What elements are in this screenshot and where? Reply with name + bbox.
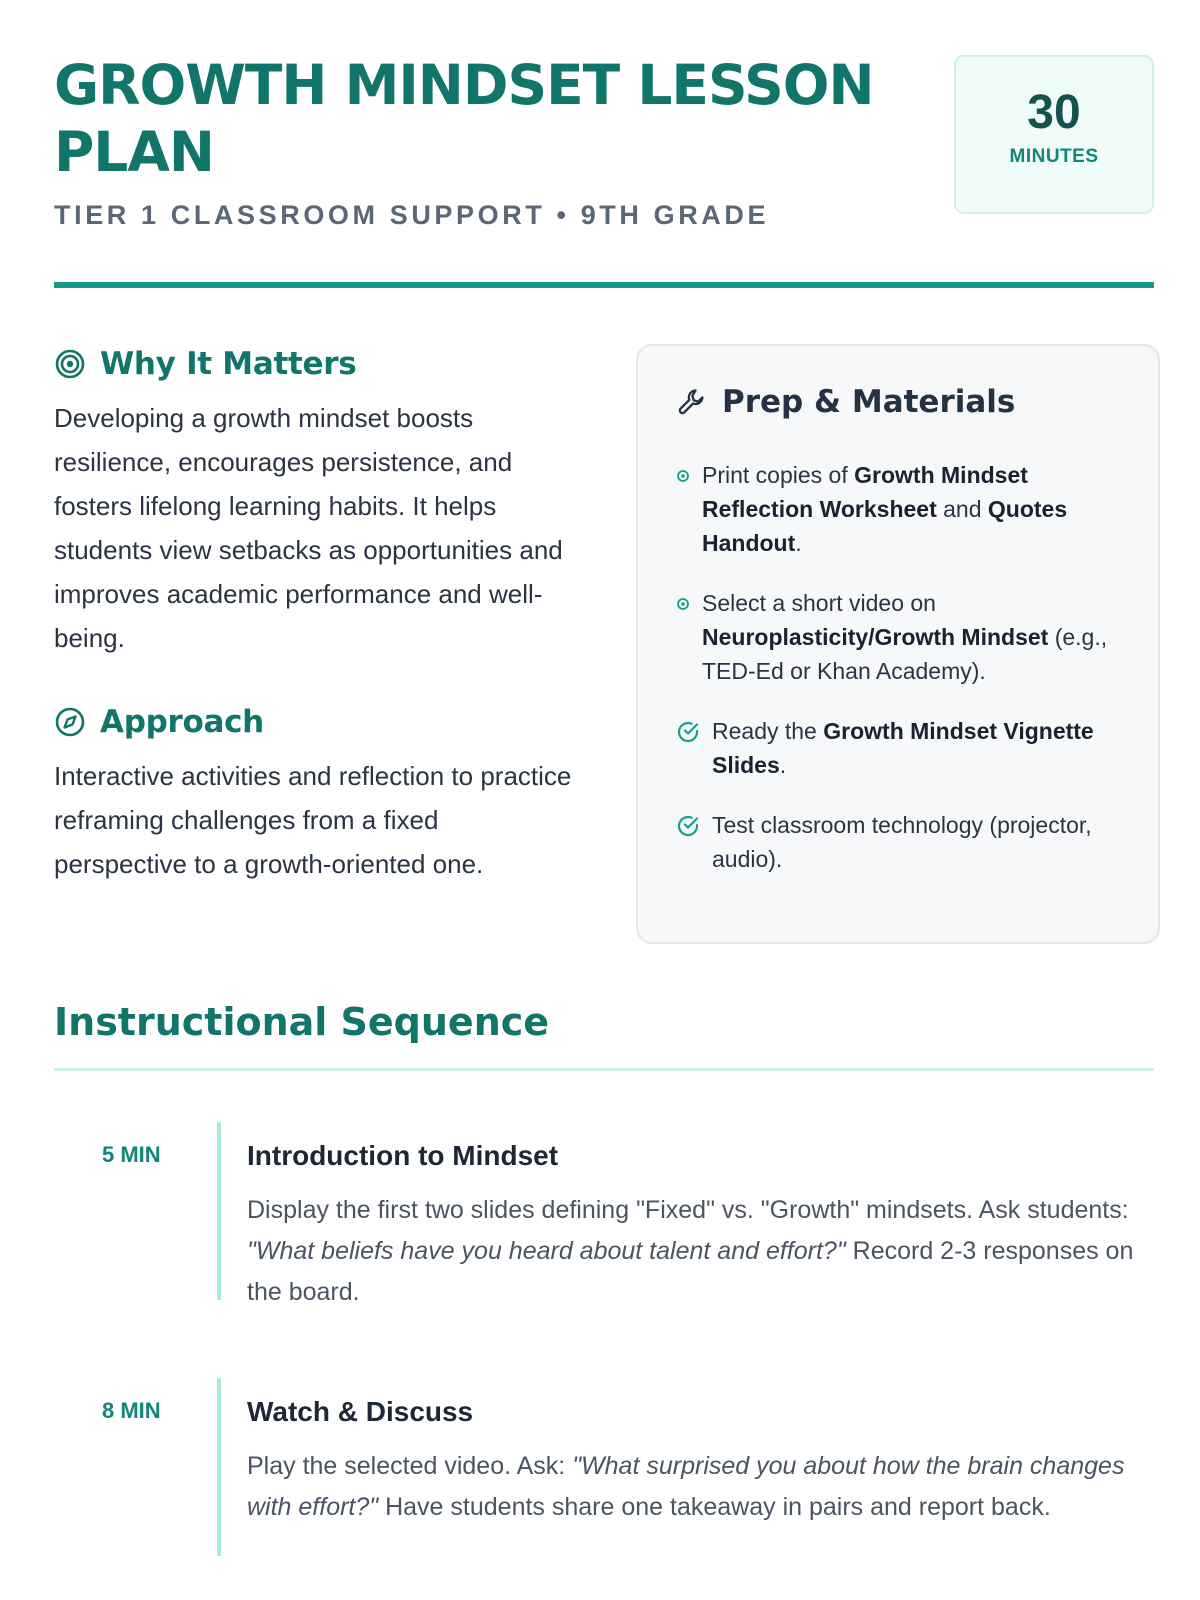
prep-item <box>676 808 1120 876</box>
wrench-icon <box>676 386 708 418</box>
step-timeline-bar <box>217 1378 221 1556</box>
why-it-matters-heading <box>54 346 574 382</box>
prep-heading-text: Prep & Materials <box>722 384 1016 420</box>
prep-item <box>676 714 1120 782</box>
compass-icon <box>54 706 86 738</box>
overview-column <box>54 346 574 886</box>
prep-list <box>676 458 1120 876</box>
approach-description: Interactive activities and reflection to practice reframing challenges from a fixed perspective to a growth-oriented one. <box>54 761 572 879</box>
approach-heading <box>54 704 574 740</box>
sequence-heading: Instructional Sequence <box>54 1000 550 1044</box>
approach-heading-text: Approach <box>100 704 264 740</box>
sequence-step <box>54 1378 1154 1556</box>
why-description: Developing a growth mindset boosts resilience, encourages persistence, and fosters lifelong learning habits. It helps students view setbacks as opportunities and improves academic performance and well-being. <box>54 403 563 653</box>
prep-item-text: Test classroom technology (projector, audio). <box>712 812 1092 872</box>
check-circle-icon <box>676 814 700 838</box>
page-title: GROWTH MINDSET LESSON PLAN <box>54 53 874 184</box>
dot-icon <box>676 469 690 483</box>
duration-label: MINUTES <box>1009 146 1099 167</box>
sequence-divider <box>54 1068 1154 1071</box>
duration-badge <box>954 55 1154 214</box>
prep-item-text: Ready the Growth Mindset Vignette Slides. <box>712 718 1094 778</box>
why-heading-text: Why It Matters <box>100 346 357 382</box>
step-timeline-bar <box>217 1122 221 1300</box>
prep-item-text: Print copies of Growth Mindset Reflection Worksheet and Quotes Handout. <box>702 462 1068 556</box>
page-subtitle: TIER 1 CLASSROOM SUPPORT • 9TH GRADE <box>54 200 770 230</box>
lesson-header <box>54 52 1154 231</box>
step-title: Introduction to Mindset <box>247 1140 559 1171</box>
prep-item <box>676 586 1120 688</box>
sequence-step <box>54 1122 1154 1306</box>
prep-item <box>676 458 1120 560</box>
prep-materials-card <box>636 344 1160 944</box>
dot-icon <box>676 597 690 611</box>
header-divider <box>54 282 1154 288</box>
step-description: Display the first two slides defining "Fixed" vs. "Growth" mindsets. Ask students: "What beliefs have you heard about talent and effort?" Record 2-3 responses on the board. <box>247 1196 1134 1306</box>
step-duration: 8 MIN <box>102 1398 161 1423</box>
check-circle-icon <box>676 720 700 744</box>
step-title: Watch & Discuss <box>247 1396 474 1427</box>
step-description: Play the selected video. Ask: "What surprised you about how the brain changes with effort?" Have students share one takeaway in pairs and report back. <box>247 1452 1125 1521</box>
target-icon <box>54 348 86 380</box>
prep-item-text: Select a short video on Neuroplasticity/Growth Mindset (e.g., TED-Ed or Khan Academy). <box>702 590 1108 684</box>
step-content <box>247 1396 1147 1528</box>
prep-heading <box>676 384 1120 420</box>
step-content <box>247 1140 1147 1313</box>
step-duration: 5 MIN <box>102 1142 161 1167</box>
duration-value: 30 <box>1027 86 1081 139</box>
